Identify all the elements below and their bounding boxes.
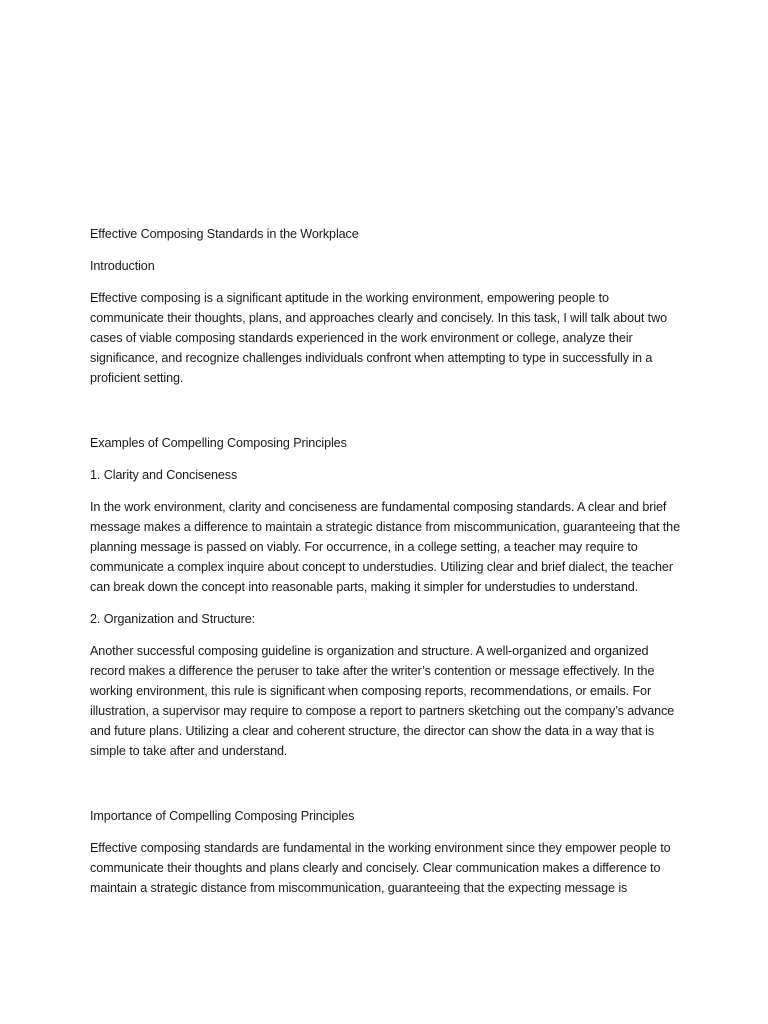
- organization-heading: 2. Organization and Structure:: [90, 612, 256, 626]
- clarity-heading: 1. Clarity and Conciseness: [90, 468, 238, 482]
- organization-paragraph: Another successful composing guideline is organization and structure. A well-organized and organized record makes a difference the peruser to take after the writer’s contention or message effectively. In the working environment, this rule is significant when composing reports, recommendations, or emails. For illustration, a supervisor may require to compose a report to partners sketching out the company’s advance and future plans. Utilizing a clear and coherent structure, the director can show the data in a way that is simple to take after and understand.: [90, 644, 675, 758]
- examples-heading: Examples of Compelling Composing Principles: [90, 436, 347, 450]
- intro-paragraph: Effective composing is a significant aptitude in the working environment, empowering people to communicate their thoughts, plans, and approaches clearly and concisely. In this task, I will talk about two cases of viable composing standards experienced in the work environment or college, analyze their significance, and recognize challenges individuals confront when attempting to type in successfully in a proficient setting.: [90, 291, 667, 385]
- intro-heading: Introduction: [90, 259, 155, 273]
- importance-paragraph: Effective composing standards are fundamental in the working environment since they empower people to communicate their thoughts and plans clearly and concisely. Clear communication makes a difference to maintain a strategic distance from miscommunication, guaranteeing that the expecting message is: [90, 841, 671, 895]
- document-title: Effective Composing Standards in the Workplace: [90, 227, 359, 241]
- clarity-paragraph: In the work environment, clarity and conciseness are fundamental composing standards. A clear and brief message makes a difference to maintain a strategic distance from miscommunication, guaranteeing that the planning message is passed on viably. For occurrence, in a college setting, a teacher may require to communicate a complex inquire about concept to understudies. Utilizing clear and brief dialect, the teacher can break down the concept into reasonable parts, making it simpler for understudies to understand.: [90, 500, 680, 594]
- importance-heading: Importance of Compelling Composing Principles: [90, 809, 355, 823]
- document-body: [90, 224, 682, 910]
